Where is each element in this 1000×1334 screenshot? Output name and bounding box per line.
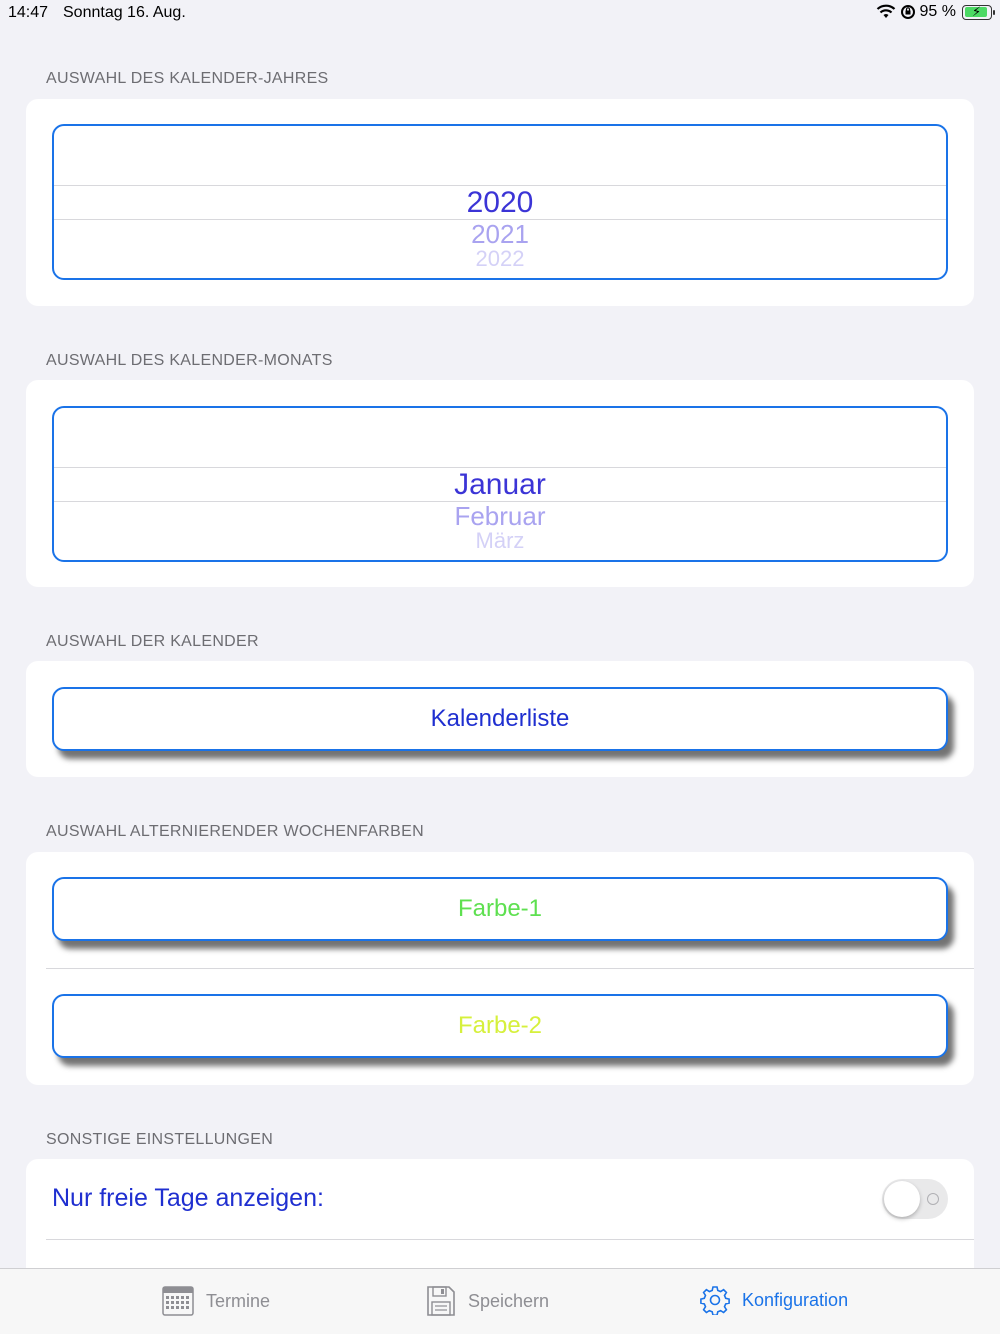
toggle-off-indicator <box>927 1193 939 1205</box>
charging-bolt-icon: ⚡ <box>972 3 982 19</box>
year-section-header: AUSWAHL DES KALENDER-JAHRES <box>46 70 329 87</box>
row-divider <box>46 968 974 969</box>
wifi-icon <box>876 4 896 20</box>
week-colors-section-header: AUSWAHL ALTERNIERENDER WOCHENFARBEN <box>46 823 424 840</box>
year-option-next2[interactable]: 2022 <box>475 246 525 271</box>
tab-konfiguration[interactable] <box>700 1285 848 1315</box>
tab-speichern[interactable] <box>426 1285 549 1317</box>
tab-konfiguration-label: Konfiguration <box>742 1289 849 1310</box>
status-indicators <box>876 3 992 21</box>
free-days-label: Nur freie Tage anzeigen: <box>52 1184 324 1212</box>
toggle-knob <box>884 1181 920 1217</box>
free-days-toggle[interactable] <box>882 1179 948 1219</box>
row-divider <box>46 1239 974 1240</box>
status-bar <box>0 0 1000 28</box>
color-2-button[interactable]: Farbe-2 <box>52 994 948 1058</box>
tab-termine[interactable] <box>162 1285 270 1317</box>
battery-percent: 95 % <box>919 3 956 20</box>
other-settings-section-header: SONSTIGE EINSTELLUNGEN <box>46 1131 274 1148</box>
month-section-header: AUSWAHL DES KALENDER-MONATS <box>46 352 333 369</box>
year-picker[interactable] <box>52 124 948 280</box>
status-time: 14:47 <box>8 4 49 21</box>
calendar-list-button[interactable]: Kalenderliste <box>52 687 948 751</box>
color-1-button[interactable]: Farbe-1 <box>52 877 948 941</box>
tab-termine-label: Termine <box>206 1290 271 1311</box>
year-option-selected[interactable]: 2020 <box>466 186 534 219</box>
month-option-selected[interactable]: Januar <box>454 468 546 501</box>
month-option-next[interactable]: Februar <box>454 501 546 531</box>
gear-icon <box>700 1285 730 1315</box>
calendar-grid-icon <box>162 1285 194 1317</box>
tab-bar <box>0 1268 1000 1334</box>
tab-speichern-label: Speichern <box>468 1290 550 1311</box>
rotation-lock-icon <box>900 4 916 20</box>
year-option-next[interactable]: 2021 <box>471 219 529 249</box>
status-date: Sonntag 16. Aug. <box>63 4 186 21</box>
calendars-section-header: AUSWAHL DER KALENDER <box>46 633 259 650</box>
month-picker[interactable] <box>52 406 948 562</box>
floppy-disk-icon <box>426 1285 456 1317</box>
month-option-next2[interactable]: März <box>475 528 525 553</box>
battery-icon <box>962 5 992 20</box>
